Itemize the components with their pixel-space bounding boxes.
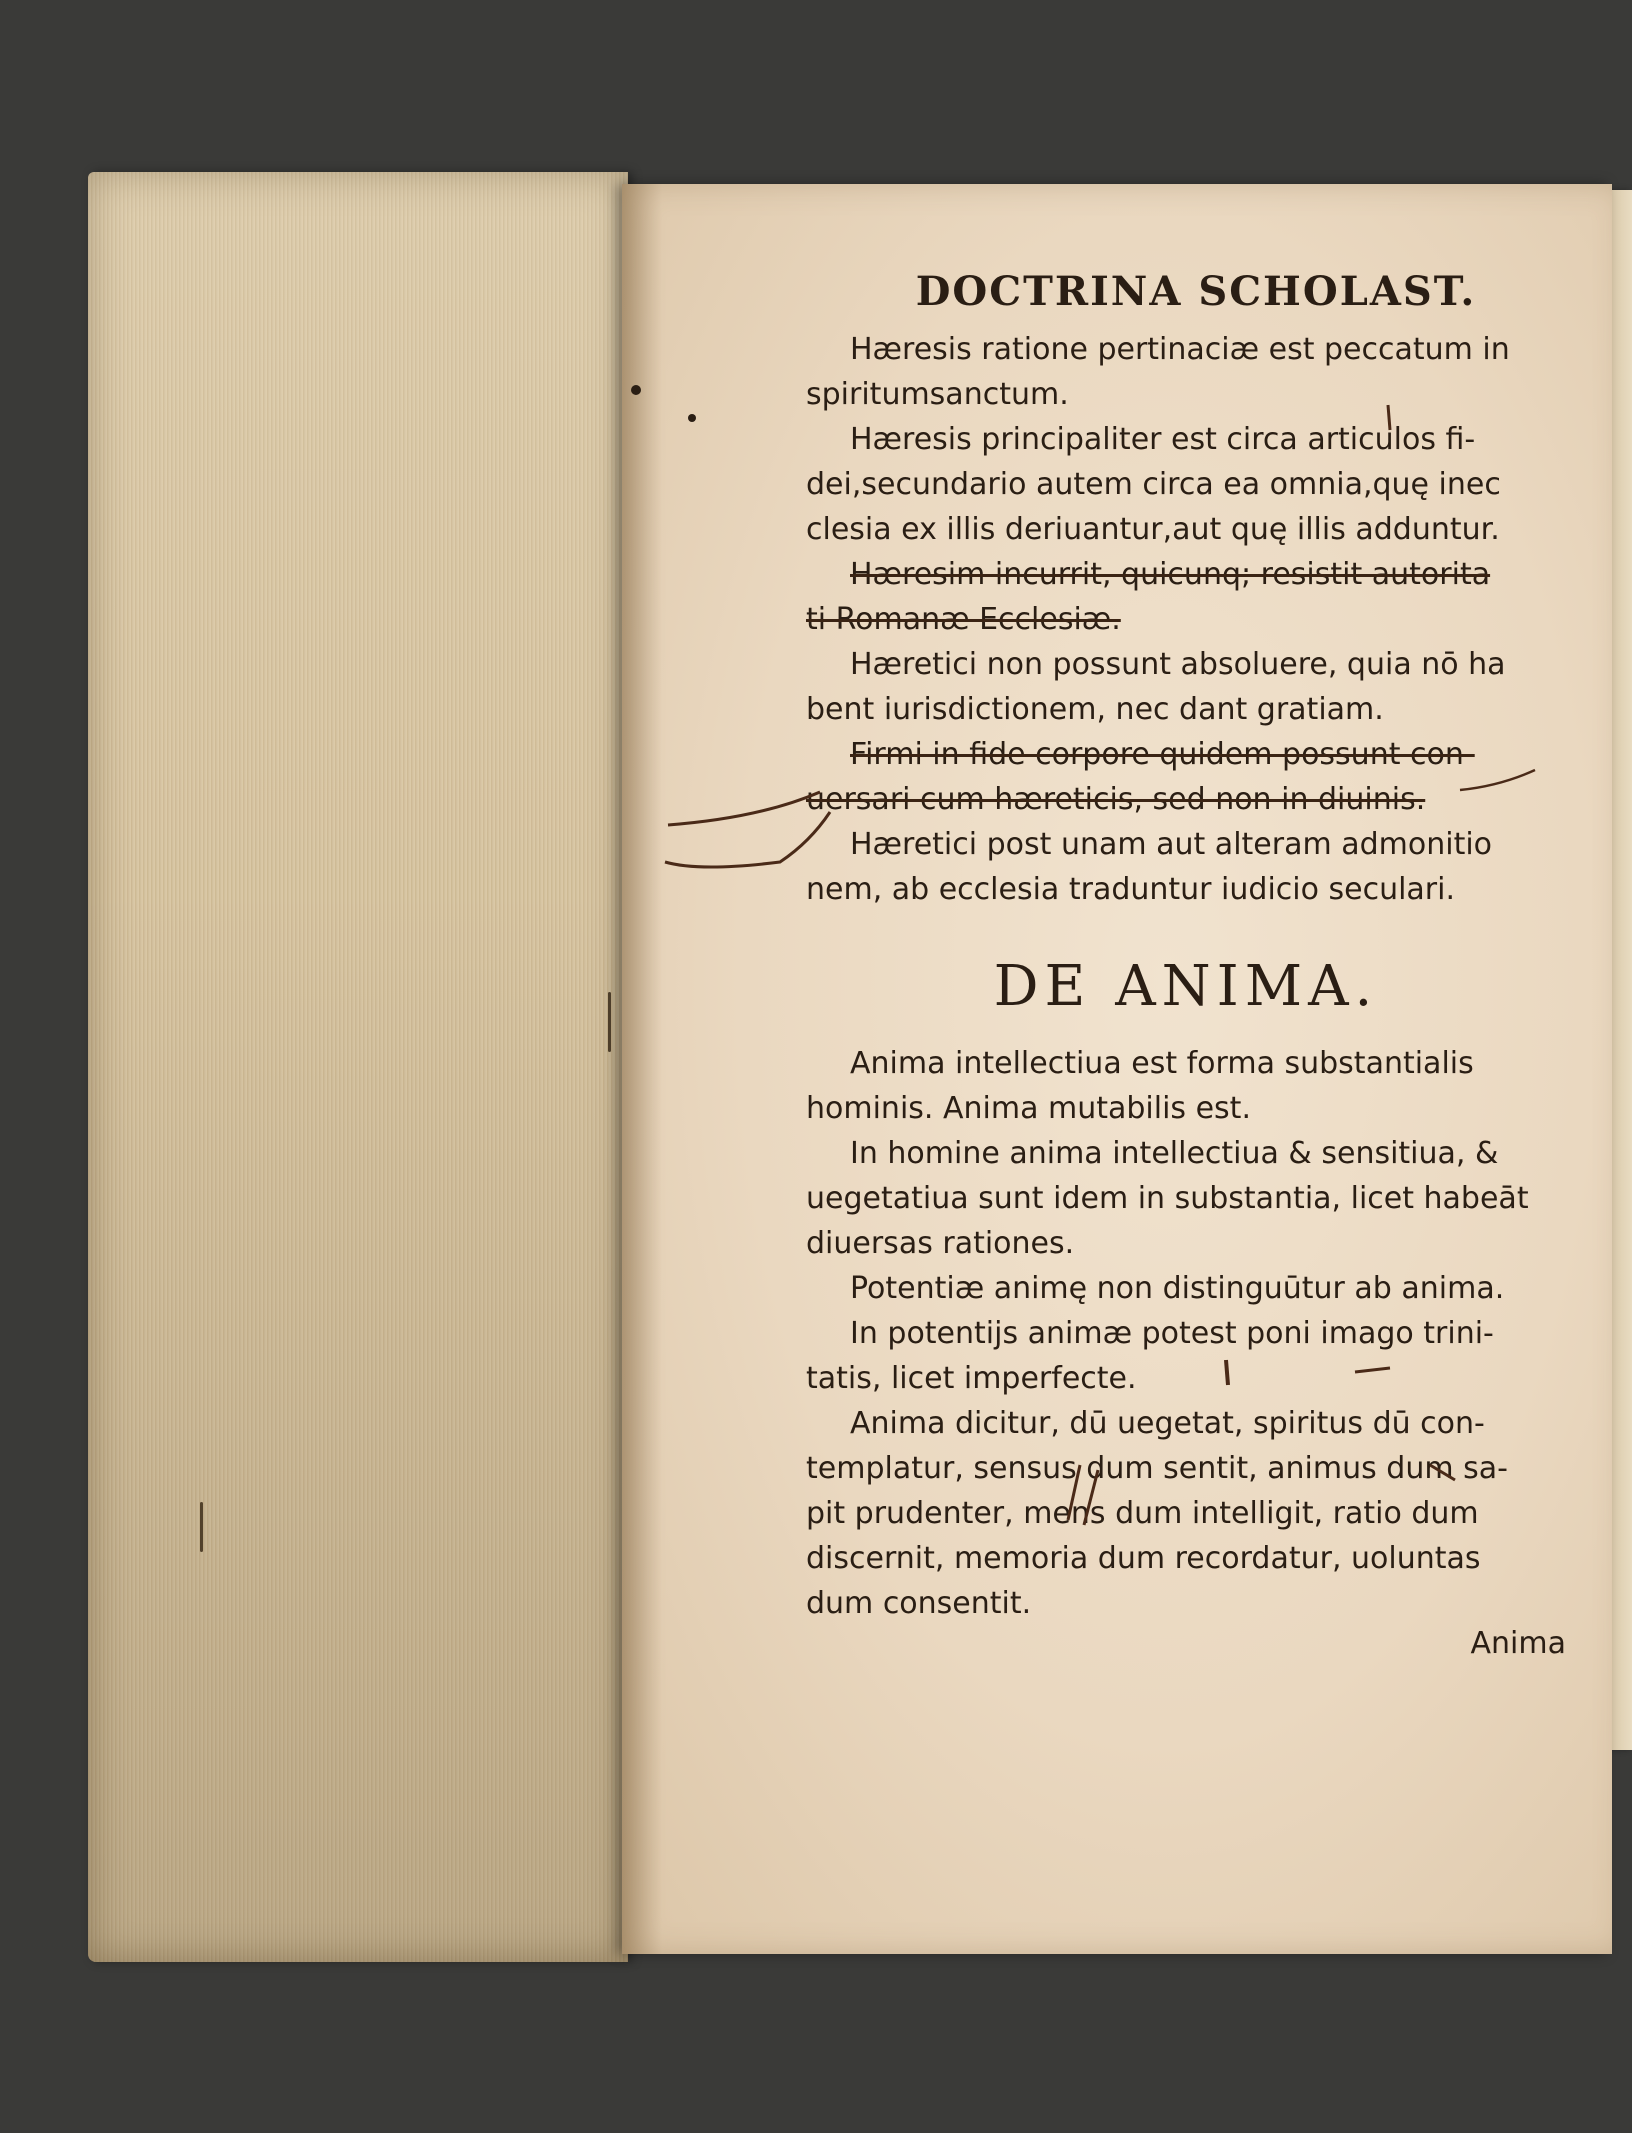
text-line: bent iurisdictionem, nec dant gratiam. [806, 692, 1384, 727]
page-edge-mark [608, 992, 611, 1052]
paragraph [806, 642, 1566, 732]
paragraph [806, 1311, 1566, 1401]
text-line: pit prudenter, mens dum intelligit, ratio dum [806, 1496, 1479, 1531]
paragraph [806, 1131, 1566, 1266]
text-line: tatis, licet imperfecte. [806, 1361, 1137, 1396]
text-line: Hæresis principaliter est circa articulos fi- [850, 422, 1476, 457]
text-line: diuersas rationes. [806, 1226, 1075, 1261]
text-line: In potentijs animæ potest poni imago trini- [850, 1316, 1494, 1351]
text-line: Anima intellectiua est forma substantialis [850, 1046, 1474, 1081]
text-line: Anima dicitur, dū uegetat, spiritus dū con- [850, 1406, 1485, 1441]
text-section-haeresis [806, 327, 1566, 912]
catchword: Anima [1470, 1626, 1566, 1661]
paragraph [806, 1401, 1566, 1626]
running-head: DOCTRINA SCHOLAST. [915, 268, 1477, 315]
paragraph [806, 417, 1566, 552]
text-line: spiritumsanctum. [806, 377, 1069, 412]
struck-text-line: uersari cum hæreticis, sed non in diuinis. [806, 782, 1426, 817]
paragraph [806, 1266, 1566, 1311]
paragraph [806, 1041, 1566, 1131]
struck-text-line: ti Romanæ Ecclesiæ. [806, 602, 1121, 637]
text-line: Hæretici post unam aut alteram admonitio [850, 827, 1493, 862]
text-line: nem, ab ecclesia traduntur iudicio seculari. [806, 872, 1456, 907]
text-line: Potentiæ animę non distinguūtur ab anima. [850, 1271, 1505, 1306]
struck-text-line: Firmi in fide corpore quidem possunt con- [850, 737, 1475, 772]
catchword-row [806, 1626, 1566, 1671]
section-heading: DE ANIMA. [993, 954, 1379, 1019]
paragraph [806, 552, 1566, 642]
page-text [806, 268, 1566, 1671]
text-section-anima [806, 1041, 1566, 1626]
paragraph [806, 732, 1566, 822]
text-line: Hæresis ratione pertinaciæ est peccatum in [850, 332, 1510, 367]
text-line: discernit, memoria dum recordatur, uoluntas [806, 1541, 1481, 1576]
text-line: dei,secundario autem circa ea omnia,quę inec [806, 467, 1501, 502]
text-line: templatur, sensus dum sentit, animus dum sa- [806, 1451, 1508, 1486]
text-line: dum consentit. [806, 1586, 1032, 1621]
struck-text-line: Hæresim incurrit, quicunq; resistit autorita [850, 557, 1491, 592]
text-line: In homine anima intellectiua & sensitiua, & [850, 1136, 1499, 1171]
text-line: clesia ex illis deriuantur,aut quę illis adduntur. [806, 512, 1500, 547]
paragraph [806, 327, 1566, 417]
page-edge-mark [200, 1502, 203, 1552]
text-line: Hæretici non possunt absoluere, quia nō ha [850, 647, 1506, 682]
paragraph [806, 822, 1566, 912]
text-line: uegetatiua sunt idem in substantia, licet habeāt [806, 1181, 1529, 1216]
text-line: hominis. Anima mutabilis est. [806, 1091, 1251, 1126]
page-block-fore-edge [88, 172, 628, 1962]
